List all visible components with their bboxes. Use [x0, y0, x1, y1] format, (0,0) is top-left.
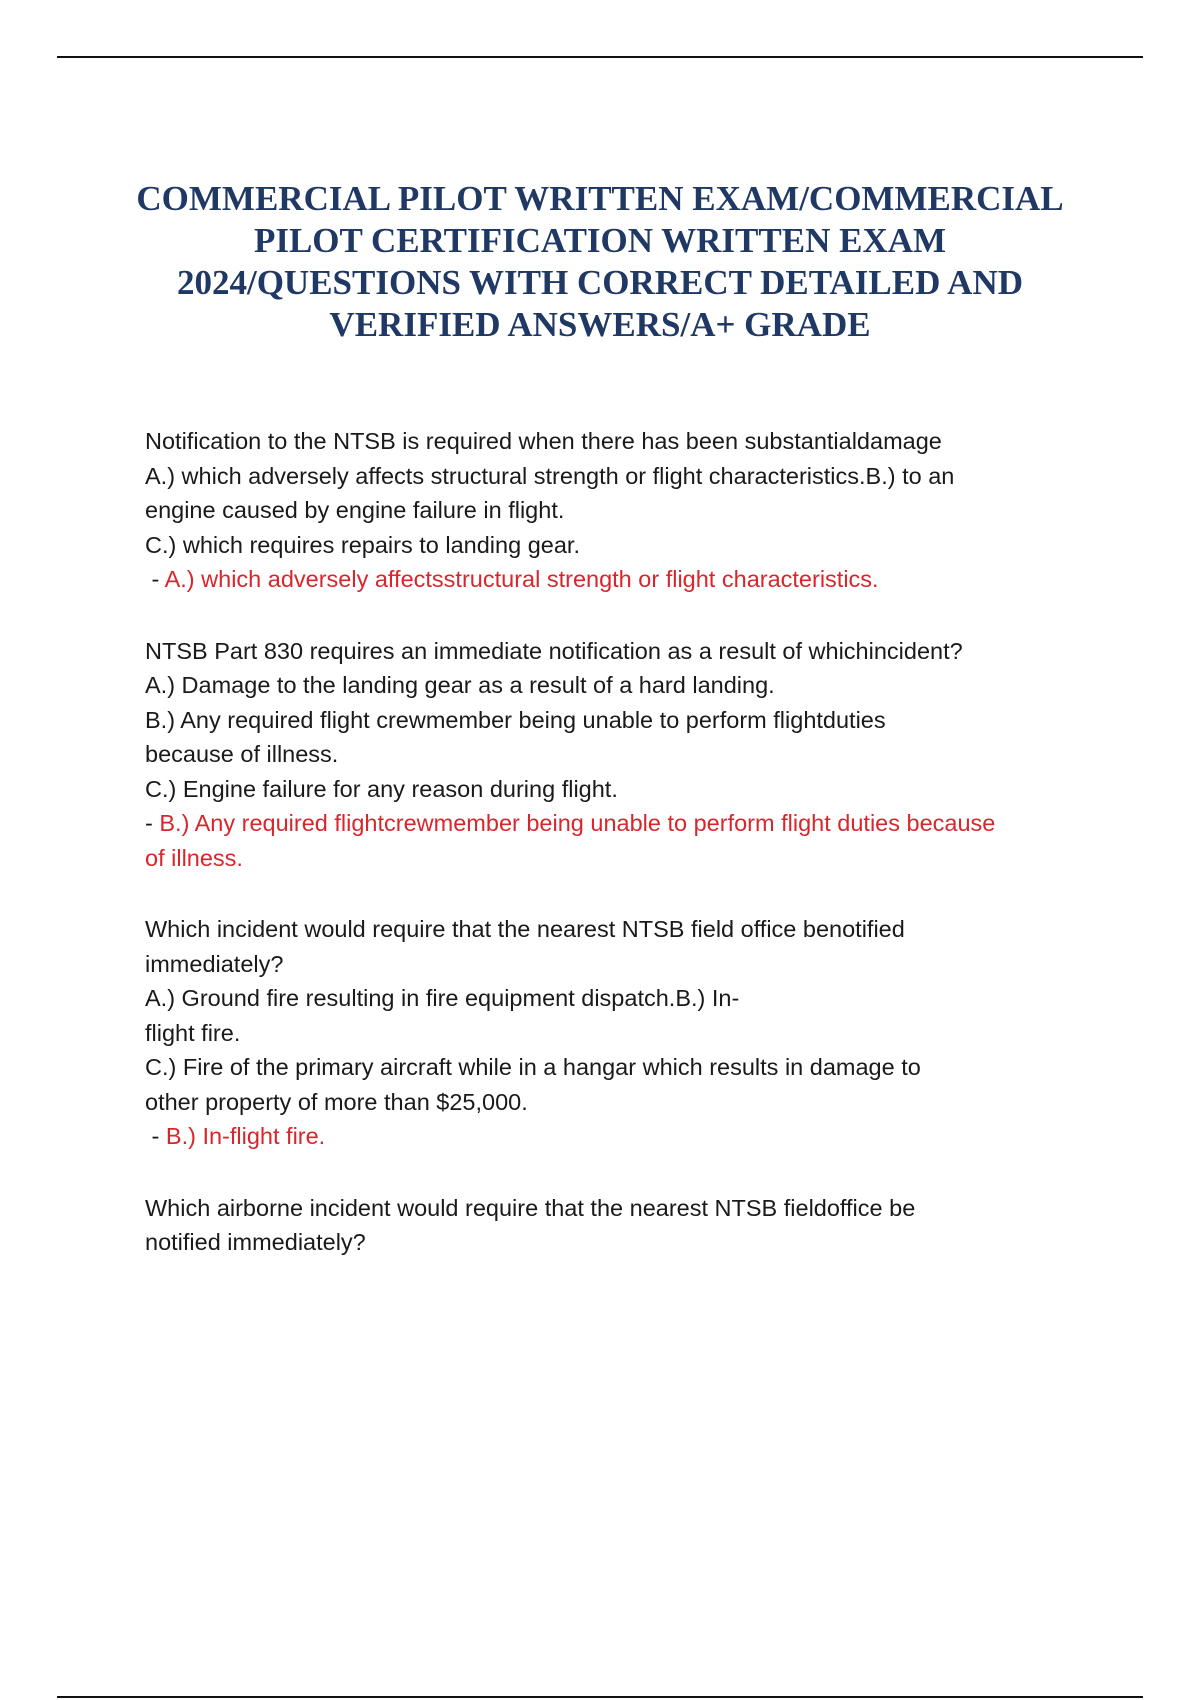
correct-answer [145, 562, 1125, 597]
answer-dash: - [145, 810, 160, 836]
title-line: 2024/QUESTIONS WITH CORRECT DETAILED AND [176, 263, 1024, 302]
question-text: notified immediately? [145, 1229, 366, 1255]
question-block-2 [145, 634, 1125, 876]
title-line: PILOT CERTIFICATION WRITTEN EXAM [253, 221, 947, 260]
option-text: other property of more than $25,000. [145, 1088, 528, 1115]
answer-text: A.) which adversely affectsstructural strength or flight characteristics. [164, 566, 879, 592]
title-line: VERIFIED ANSWERS/A+ GRADE [329, 305, 871, 344]
option-text: engine caused by engine failure in flight. [145, 497, 565, 523]
correct-answer-continued: of illness. [145, 844, 243, 871]
answer-text: B.) In-flight fire. [165, 1123, 326, 1149]
question-text: immediately? [145, 950, 284, 977]
correct-answer [145, 1119, 1125, 1154]
question-text: Notification to the NTSB is required when there has been substantialdamage [145, 428, 942, 454]
bottom-rule [57, 1696, 1143, 1698]
option-text: C.) Engine failure for any reason during flight. [145, 775, 618, 802]
title-line: COMMERCIAL PILOT WRITTEN EXAM/COMMERCIAL [136, 179, 1064, 218]
option-text: A.) which adversely affects structural strength or flight characteristics.B.) to an [145, 462, 955, 489]
correct-answer [145, 806, 1125, 841]
question-text: Which airborne incident would require that the nearest NTSB fieldoffice be [145, 1194, 916, 1221]
option-text: C.) Fire of the primary aircraft while in a hangar which results in damage to [145, 1054, 921, 1080]
option-text: A.) Ground fire resulting in fire equipment dispatch.B.) In- [145, 985, 740, 1011]
answer-dash: - [145, 1123, 166, 1149]
answer-text: B.) Any required flightcrewmember being unable to perform flight duties because [159, 810, 996, 836]
option-text: flight fire. [145, 1019, 241, 1046]
option-text: because of illness. [145, 741, 339, 767]
question-text: Which incident would require that the nearest NTSB field office benotified [145, 916, 905, 942]
question-block-3 [145, 912, 1125, 1154]
question-block-4 [145, 1191, 1125, 1260]
answer-dash: - [145, 566, 165, 592]
top-rule [57, 56, 1143, 58]
option-text: A.) Damage to the landing gear as a result of a hard landing. [145, 672, 775, 698]
document-body [145, 424, 1125, 1297]
option-text: B.) Any required flight crewmember being unable to perform flightduties [145, 706, 886, 733]
question-text: NTSB Part 830 requires an immediate notification as a result of whichincident? [145, 637, 963, 664]
option-text: C.) which requires repairs to landing gear. [145, 531, 580, 558]
document-title [100, 178, 1100, 346]
question-block-1 [145, 424, 1125, 597]
